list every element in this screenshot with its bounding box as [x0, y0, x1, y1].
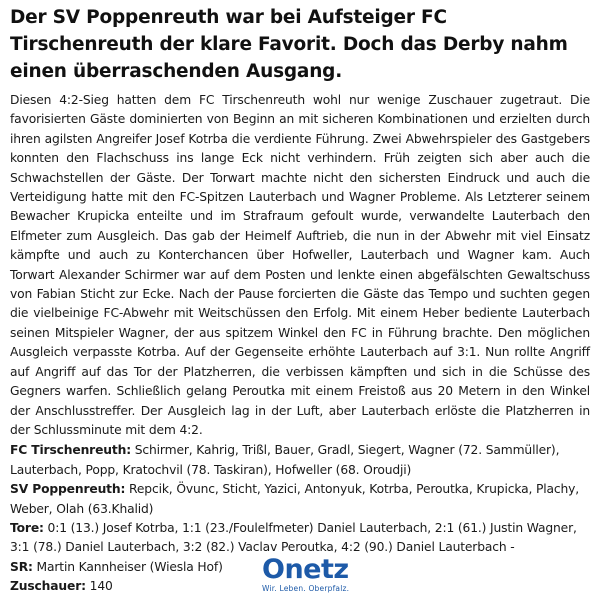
- article-body: Diesen 4:2-Sieg hatten dem FC Tirschenreuth wohl nur wenige Zuschauer zugetraut. Die favorisierten Gäste dominierten von Beginn an mit sicheren Kombinationen und erzielten durch ihren agilsten Angreifer Josef Kotrba die verdiente Führung. Zwei Abwehrspieler des Gastgebers konnten den Flachschuss ins lange Eck nicht verhindern. Früh zeigten sich aber auch die Schwachstellen der Gäste. Der Torwart machte nicht den sichersten Eindruck und auch die Verteidigung hatte mit den FC-Spitzen Lauterbach und Wagner Probleme. Als Letzterer seinem Bewacher Krupicka enteilte und im Strafraum gefoult wurde, verwandelte Lauterbach den Elfmeter zum Ausgleich. Das gab der Heimelf Auftrieb, die nun in der Abwehr mit viel Einsatz kämpfte und auch zu Konterchancen über Hofweller, Lauterbach und Wagner kam. Auch Torwart Alexander Schirmer war auf dem Posten und lenkte einen abgefälschten Gewaltschuss von Fabian Sticht zur Ecke. Nach der Pause forcierten die Gäste das Tempo und suchten gegen die vielbeinige FC-Abwehr mit Weitschüssen den Erfolg. Mit einem Heber bediente Lauterbach seinen Mitspieler Wagner, der aus spitzem Winkel den FC in Führung brachte. Den möglichen Ausgleich verpasste Kotrba. Auf der Gegenseite erhöhte Lauterbach auf 3:1. Nun rollte Angriff auf Angriff auf das Tor der Platzherren, die verbissen kämpften und sich in die Schüsse des Gegners warfen. Schließlich gelang Peroutka mit einem Freistoß aus 20 Metern in den Winkel der Anschlusstreffer. Der Ausgleich lag in der Luft, aber Lauterbach erlöste die Platzherren in der Schlussminute mit dem 4:2.: [10, 93, 590, 437]
- lineup-away-label: SV Poppenreuth:: [10, 482, 126, 497]
- logo-tagline: Wir. Leben. Oberpfalz.: [262, 584, 350, 593]
- lineup-away-text: Repcik, Övunc, Sticht, Yazici, Antonyuk, Kotrba, Peroutka, Krupicka, Plachy, Weber, Olah (63.Khalid): [10, 482, 580, 516]
- referee-label: SR:: [10, 559, 33, 574]
- referee-text: Martin Kannheiser (Wiesla Hof): [32, 559, 223, 574]
- spectators-text: 140: [85, 579, 113, 594]
- spectators-label: Zuschauer:: [10, 579, 86, 594]
- lineup-away: [10, 480, 590, 519]
- article-headline: Der SV Poppenreuth war bei Aufsteiger FC Tirschenreuth der klare Favorit. Doch das Derby nahm einen überraschenden Ausgang.: [10, 7, 568, 82]
- logo-wordmark: Onetz: [262, 554, 349, 585]
- goals: [10, 519, 590, 558]
- goals-text: 0:1 (13.) Josef Kotrba, 1:1 (23./Foulelfmeter) Daniel Lauterbach, 2:1 (61.) Justin Wagner, 3:1 (78.) Daniel Lauterbach, 3:2 (82.) Vaclav Peroutka, 4:2 (90.) Daniel Lauterbach -: [10, 520, 577, 555]
- goals-label: Tore:: [10, 520, 44, 535]
- lineup-home-label: FC Tirschenreuth:: [10, 443, 131, 458]
- onetz-logo: [262, 554, 350, 593]
- lineup-home-text: Schirmer, Kahrig, Trißl, Bauer, Gradl, Siegert, Wagner (72. Sammüller), Lauterbach, Popp, Kratochvil (78. Taskiran), Hofweller (68. Oroudji): [10, 443, 560, 477]
- lineup-home: [10, 441, 590, 480]
